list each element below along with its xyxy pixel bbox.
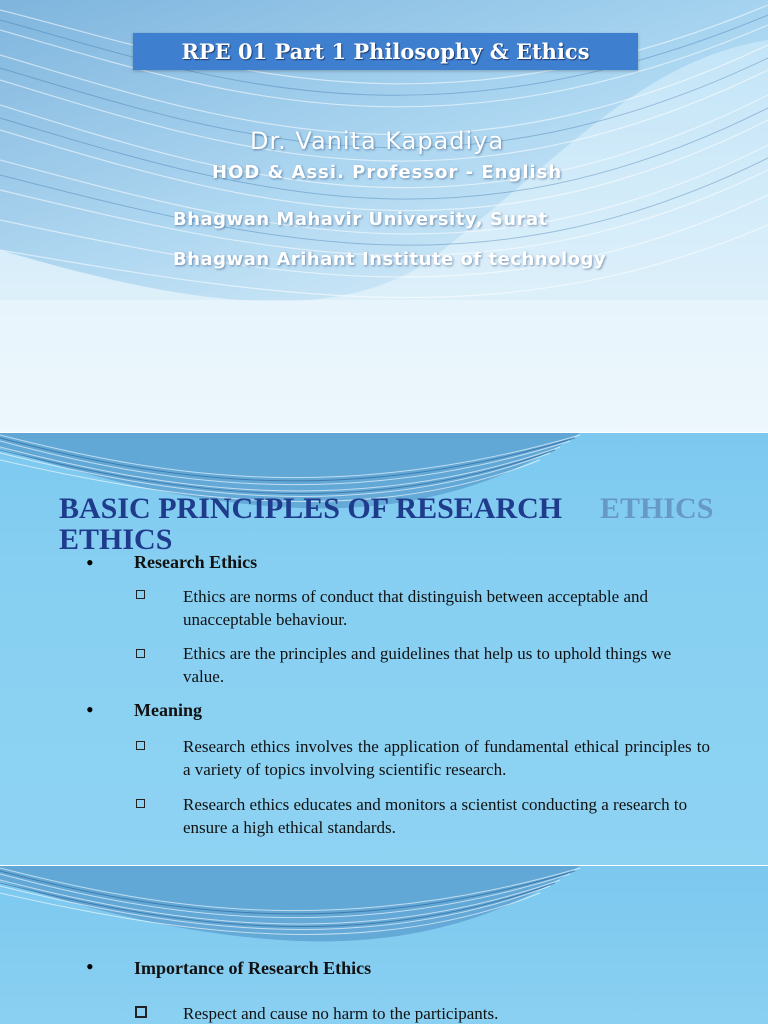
checkbox-bullet-icon [136, 590, 145, 599]
section-heading-meaning: Meaning [134, 700, 203, 720]
banner-text: RPE 01 Part 1 Philosophy & Ethics [181, 39, 590, 64]
wave-decoration [0, 866, 768, 1024]
list-item: Research ethics educates and monitors a scientist conducting a research to ensure a high ethical standards. [183, 795, 688, 837]
checkbox-bullet-icon [136, 799, 145, 808]
slide-title: BASIC PRINCIPLES OF RESEARCH ETHICS [59, 492, 563, 556]
bullet: • [86, 954, 94, 979]
title-banner [133, 33, 638, 70]
author-name: Dr. Vanita Kapadiya [250, 127, 505, 155]
list-item: Ethics are the principles and guidelines that help us to uphold things we value. [183, 644, 672, 686]
list-item: Ethics are norms of conduct that distinguish between acceptable and unacceptable behaviour. [183, 587, 648, 629]
list-item: Respect and cause no harm to the participants. [183, 1004, 499, 1023]
importance-slide [0, 866, 768, 1024]
slide-title-shadow: ETHICS [600, 492, 714, 525]
list-item: Research ethics involves the application of fundamental ethical principles to a variety of topics involving scientific research. [183, 737, 710, 779]
checkbox-bullet-icon [136, 741, 145, 750]
university-name: Bhagwan Mahavir University, Surat [173, 209, 548, 230]
checkbox-bullet-icon [136, 649, 145, 658]
institute-name: Bhagwan Arihant Institute of technology [173, 249, 607, 270]
section-heading-research-ethics: Research Ethics [134, 552, 258, 572]
checkbox-bullet-icon [135, 1006, 147, 1018]
author-role: HOD & Assi. Professor - English [212, 162, 563, 183]
principles-slide [0, 433, 768, 865]
title-slide [0, 0, 768, 432]
section-heading-importance: Importance of Research Ethics [134, 958, 372, 978]
bullet: • [86, 550, 94, 575]
bullet: • [86, 697, 94, 722]
